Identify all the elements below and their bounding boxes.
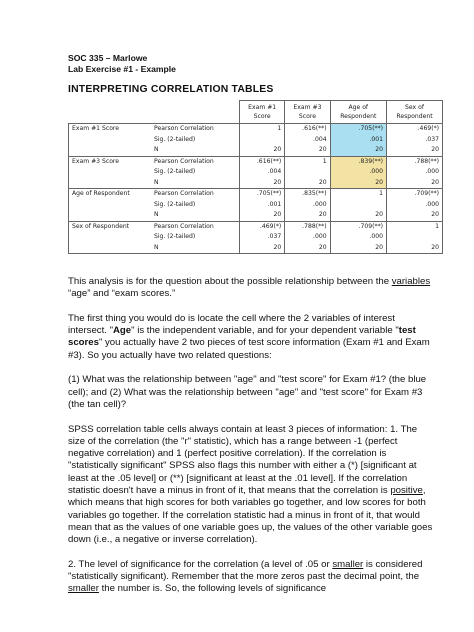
column-header: Age of Respondent — [330, 101, 386, 124]
table-cell: .037 — [387, 135, 443, 146]
stat-label: Sig. (2-tailed) — [151, 135, 240, 146]
row-variable-label — [69, 135, 152, 146]
table-header-row — [69, 101, 443, 124]
paragraph-questions: (1) What was the relationship between "age" and "test score" for Exam #1? (the blue cell); and (2) What was the relationship between "age" and "test score" for Exam #3 (the tan cell)? — [68, 374, 427, 410]
table-row — [69, 156, 443, 167]
table-cell: 1 — [387, 221, 443, 232]
table-cell: .709(**) — [387, 189, 443, 200]
stat-label: N — [151, 145, 240, 156]
stat-label: N — [151, 178, 240, 189]
table-cell: 1 — [285, 156, 330, 167]
table-row — [69, 189, 443, 200]
lab-header: Lab Exercise #1 - Example — [68, 64, 176, 74]
table-cell: 20 — [387, 243, 443, 254]
table-row — [69, 243, 443, 254]
table-cell: .000 — [387, 200, 443, 211]
row-variable-label: Sex of Respondent — [69, 221, 152, 232]
table-cell: .000 — [330, 232, 386, 243]
table-cell: .616(**) — [285, 124, 330, 135]
stat-label: N — [151, 210, 240, 221]
column-header: Sex of Respondent — [387, 101, 443, 124]
table-row — [69, 232, 443, 243]
paragraph-cell-contents: SPSS correlation table cells always contain at least 3 pieces of information: 1. The size of the correlation (the "r" statistic), which has a range between -1 (perfect negative correlation) and 1 (perfect positive correlation). If the correlation is "statistically significant" SPSS also flags this number with either a (*) [significant at least at the .05 level] or (**) [significant at least at the .01 level]. If the correlation statistic doesn't have a minus in front of it, that means that the correlation is positive, which means that high scores for both variables go together, and low scores for both variables go together. If the correlation statistic had a minus in front of it, that would mean that as the values of one variable goes up, the values of the other variable goes down (i.e., a negative or inverse correlation). — [68, 423, 433, 546]
table-body — [69, 124, 443, 254]
table-cell: 20 — [240, 210, 285, 221]
row-variable-label — [69, 232, 152, 243]
table-cell: 20 — [240, 145, 285, 156]
row-variable-label — [69, 178, 152, 189]
correlation-table — [68, 100, 443, 254]
stat-label: N — [151, 243, 240, 254]
table-cell — [240, 135, 285, 146]
table-cell: .004 — [285, 135, 330, 146]
row-variable-label — [69, 200, 152, 211]
table-cell: 20 — [330, 178, 386, 189]
table-row — [69, 178, 443, 189]
table-row — [69, 200, 443, 211]
stat-label: Sig. (2-tailed) — [151, 167, 240, 178]
table-row — [69, 135, 443, 146]
table-cell: 20 — [285, 210, 330, 221]
stat-label: Pearson Correlation — [151, 221, 240, 232]
column-header: Exam #1 Score — [240, 101, 285, 124]
document-title: INTERPRETING CORRELATION TABLES — [68, 84, 274, 95]
table-cell: 20 — [240, 243, 285, 254]
table-row — [69, 124, 443, 135]
table-cell: 1 — [240, 124, 285, 135]
body-text — [68, 276, 436, 608]
table-cell — [285, 167, 330, 178]
table-row — [69, 167, 443, 178]
table-cell: .839(**) — [330, 156, 386, 167]
table-cell: .004 — [240, 167, 285, 178]
table-cell: .001 — [330, 135, 386, 146]
row-variable-label: Exam #1 Score — [69, 124, 152, 135]
stat-label: Pearson Correlation — [151, 156, 240, 167]
row-variable-label: Age of Respondent — [69, 189, 152, 200]
stat-label: Pearson Correlation — [151, 124, 240, 135]
table-cell: 20 — [285, 178, 330, 189]
table-cell: .000 — [387, 167, 443, 178]
table-cell: .037 — [240, 232, 285, 243]
table-cell: .705(**) — [240, 189, 285, 200]
table-cell: .000 — [285, 232, 330, 243]
table-cell: 1 — [330, 189, 386, 200]
table-cell: .000 — [330, 167, 386, 178]
table-cell: .788(**) — [285, 221, 330, 232]
table-cell: 20 — [330, 243, 386, 254]
table-cell: .469(*) — [240, 221, 285, 232]
table-cell: 20 — [387, 210, 443, 221]
table-cell: 20 — [285, 145, 330, 156]
table-cell: 20 — [387, 145, 443, 156]
table-cell: 20 — [240, 178, 285, 189]
table-cell — [387, 232, 443, 243]
table-cell: 20 — [330, 210, 386, 221]
table-row — [69, 145, 443, 156]
table-cell: .001 — [240, 200, 285, 211]
table-cell: .835(**) — [285, 189, 330, 200]
table-cell: 20 — [387, 178, 443, 189]
table-cell: .469(*) — [387, 124, 443, 135]
table-cell: 20 — [285, 243, 330, 254]
stat-label: Sig. (2-tailed) — [151, 200, 240, 211]
table-cell: .788(**) — [387, 156, 443, 167]
table-cell: .000 — [285, 200, 330, 211]
paragraph-locate-cell: The first thing you would do is locate the cell where the 2 variables of interest intersect. "Age" is the independent variable, and for your dependent variable "test scores" you actually have 2 two pieces of test score information (Exam #1 and Exam #3). So you actually have two related questions: — [68, 312, 430, 361]
table-row — [69, 221, 443, 232]
table-cell — [330, 200, 386, 211]
paragraph-intro: This analysis is for the question about the possible relationship between the variables “age” and “exam scores.” — [68, 276, 431, 300]
row-variable-label: Exam #3 Score — [69, 156, 152, 167]
stat-label: Pearson Correlation — [151, 189, 240, 200]
stat-label: Sig. (2-tailed) — [151, 232, 240, 243]
table-row — [69, 210, 443, 221]
row-variable-label — [69, 167, 152, 178]
paragraph-significance: 2. The level of significance for the correlation (a level of .05 or smaller is considered "statistically significant). Remember that the more zeros past the decimal point, the smaller the number is. So, the following levels of significance — [68, 558, 423, 595]
table-cell: 20 — [330, 145, 386, 156]
column-header: Exam #3 Score — [285, 101, 330, 124]
table-cell: .705(**) — [330, 124, 386, 135]
row-variable-label — [69, 210, 152, 221]
table-corner — [69, 101, 240, 124]
course-header: SOC 335 – Marlowe — [68, 53, 148, 63]
table-cell: .709(**) — [330, 221, 386, 232]
row-variable-label — [69, 145, 152, 156]
table-cell: .616(**) — [240, 156, 285, 167]
row-variable-label — [69, 243, 152, 254]
